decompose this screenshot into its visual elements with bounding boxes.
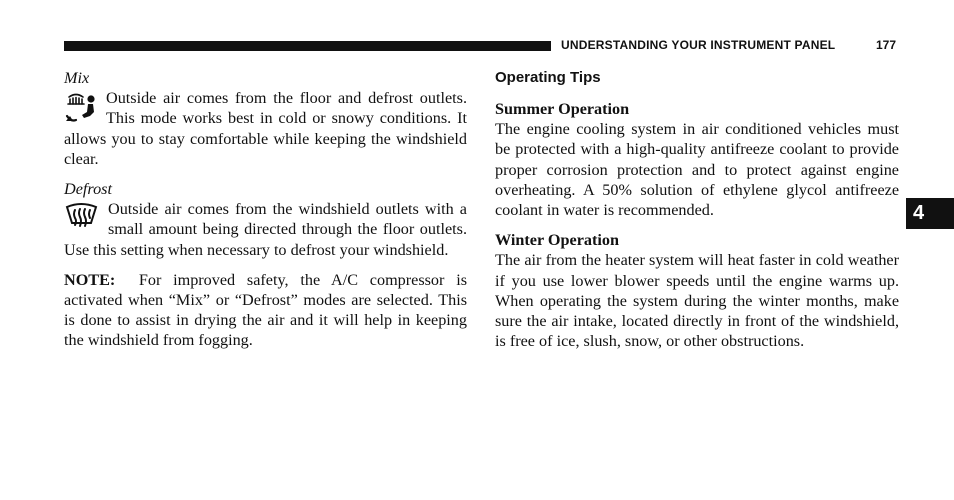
defrost-text: Outside air comes from the windshield outlets with a small amount being directed through the floor outlets. Use this setting when necessary to defrost your windshield. <box>64 200 467 259</box>
left-column <box>64 68 467 351</box>
defrost-mode-icon <box>64 201 100 229</box>
running-header-title: UNDERSTANDING YOUR INSTRUMENT PANEL <box>561 38 836 52</box>
winter-operation-text: The air from the heater system will heat faster in cold weather if you use lower blower speeds until the engine warms up. When operating the system during the winter months, make sure the air intake, located directly in front of the windshield, is free of ice, slush, snow, or other obstructions. <box>495 251 899 351</box>
mix-heading: Mix <box>64 69 90 87</box>
winter-operation-heading: Winter Operation <box>495 231 619 250</box>
note-label: NOTE: <box>64 270 116 289</box>
defrost-paragraph <box>64 199 467 260</box>
operating-tips-title: Operating Tips <box>495 69 601 86</box>
header-rule <box>64 41 551 51</box>
right-column <box>495 68 899 351</box>
note-text: For improved safety, the A/C compressor is activated when “Mix” or “Defrost” modes are selected. This is done to assist in drying the air and it will help in keeping the windshield from fogging. <box>64 270 467 350</box>
mix-paragraph <box>64 88 467 169</box>
chapter-tab: 4 <box>906 198 954 229</box>
defrost-heading: Defrost <box>64 180 112 199</box>
note-paragraph <box>64 270 467 351</box>
summer-operation-text: The engine cooling system in air conditioned vehicles must be protected with a high-quality antifreeze coolant to provide proper corrosion protection and to protect against engine overheating. A 50% solution of ethylene glycol antifreeze coolant in water is recommended. <box>495 120 899 220</box>
page-number: 177 <box>876 38 897 52</box>
mix-text: Outside air comes from the floor and defrost outlets. This mode works best in cold or snowy conditions. It allows you to stay comfortable while keeping the windshield clear. <box>64 89 467 168</box>
mix-mode-icon <box>64 90 98 126</box>
summer-operation-heading: Summer Operation <box>495 100 630 118</box>
